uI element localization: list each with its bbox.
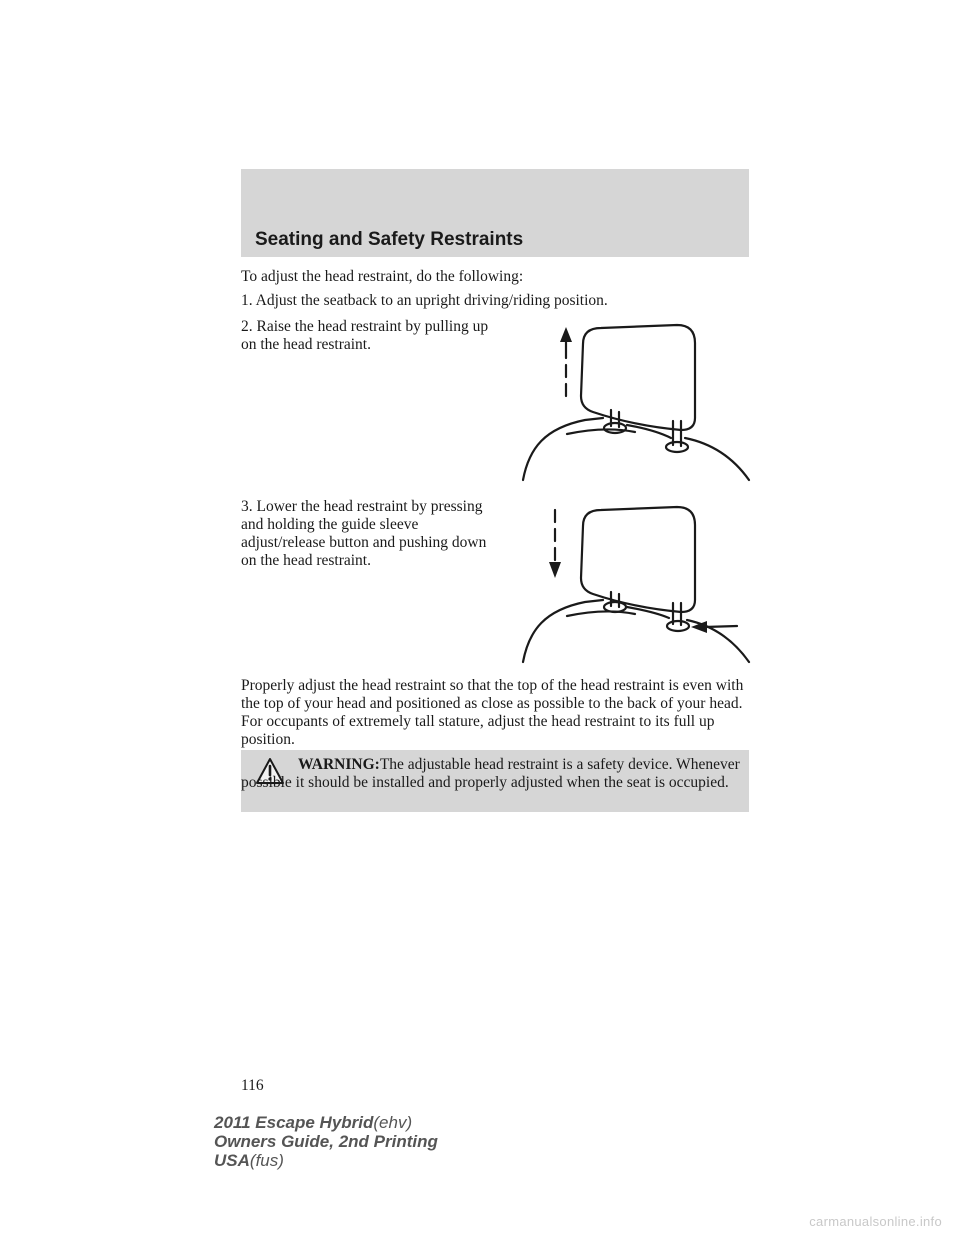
step-3-text: 3. Lower the head restraint by pressing and holding the guide sleeve adjust/release button and pushing down on the head restraint.: [241, 498, 487, 569]
step-1-text: 1. Adjust the seatback to an upright driving/riding position.: [241, 292, 608, 309]
warning-body: The adjustable head restraint is a safety device. Whenever possible it should be installed and properly adjusted when the seat is occupied.: [241, 756, 740, 791]
warning-label: WARNING:: [298, 756, 380, 773]
step-2-text: 2. Raise the head restraint by pulling up on the head restraint.: [241, 318, 489, 353]
warning-box: [241, 750, 749, 812]
footer-model: 2011 Escape Hybrid: [214, 1113, 374, 1132]
page-number: 116: [241, 1077, 264, 1094]
lower-head-restraint-illustration: [515, 500, 755, 664]
document-footer: [214, 1113, 438, 1170]
footer-model-code: (ehv): [373, 1113, 413, 1132]
footer-market: USA: [214, 1151, 250, 1170]
warning-text: [241, 756, 741, 792]
section-title: Seating and Safety Restraints: [255, 229, 524, 250]
up-arrow-icon: [560, 327, 572, 396]
adjust-paragraph: Properly adjust the head restraint so that the top of the head restraint is even with the top of your head and positioned as close as possible to the back of your head. For occupants of extremely tall stature, adjust the head restraint to its full up position.: [241, 677, 744, 748]
down-arrow-icon: [549, 510, 561, 578]
footer-edition: Owners Guide, 2nd Printing: [214, 1132, 438, 1151]
intro-text: To adjust the head restraint, do the following:: [241, 268, 524, 285]
watermark: carmanualsonline.info: [809, 1214, 942, 1229]
raise-head-restraint-illustration: [515, 318, 755, 482]
section-header: [241, 169, 749, 257]
footer-market-code: (fus): [249, 1151, 284, 1170]
